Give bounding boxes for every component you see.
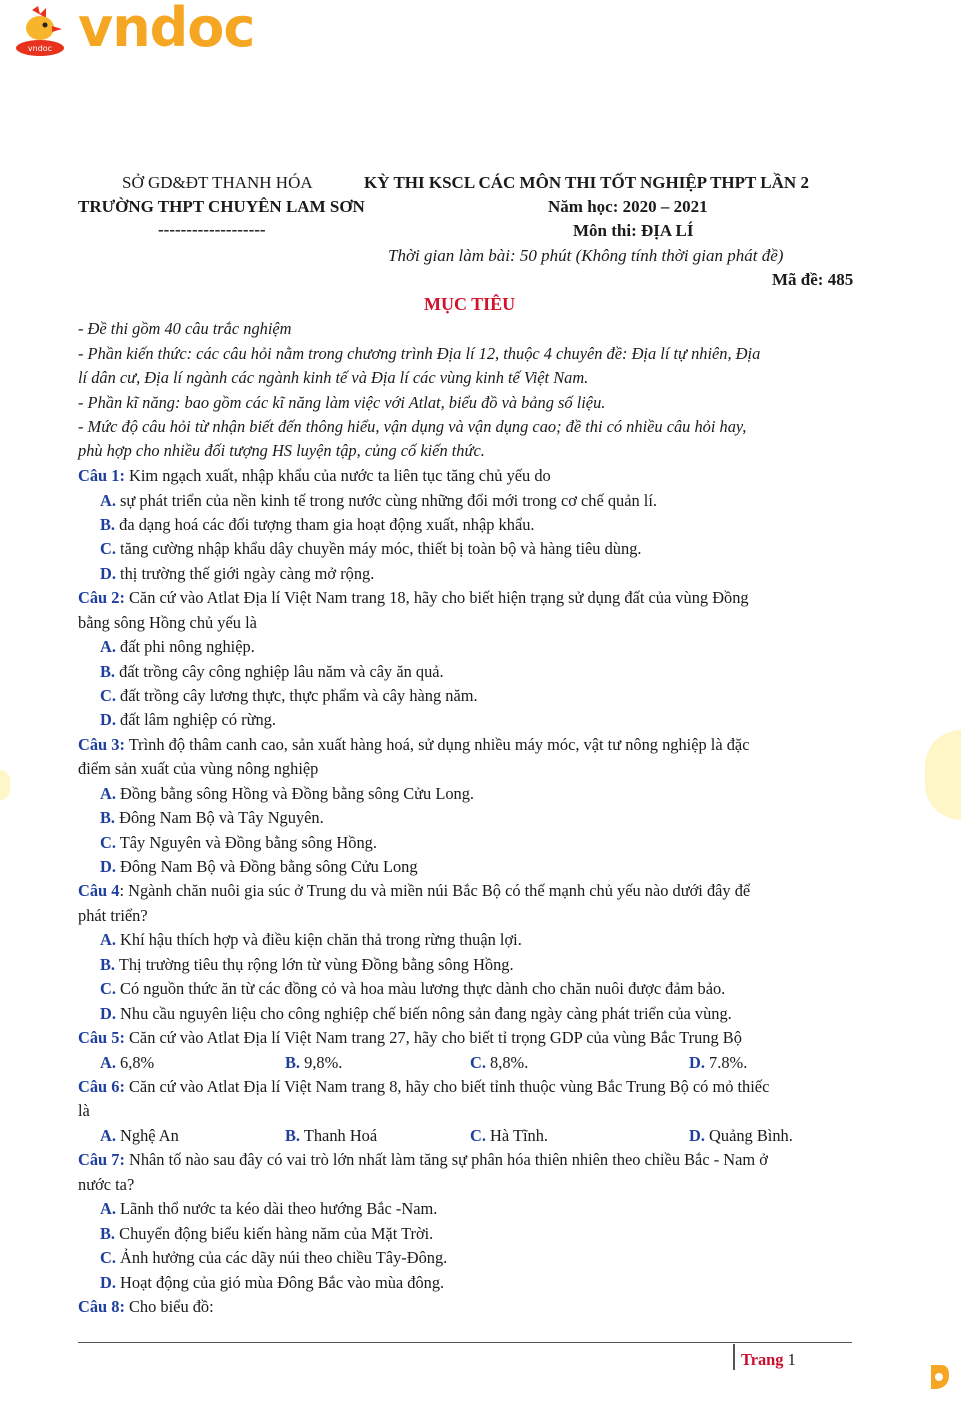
option-text: sự phát triển của nền kinh tế trong nước cùng những đổi mới trong cơ chế quản lí. (120, 491, 658, 510)
q5-option-a[interactable] (100, 1053, 154, 1073)
option-text: đất lâm nghiệp có rừng. (120, 710, 276, 729)
option-text: 8,8%. (490, 1053, 529, 1072)
objectives-title: MỤC TIÊU (424, 294, 516, 314)
option-letter: B. (100, 1224, 116, 1243)
question-6 (78, 1077, 769, 1097)
option-text: Đồng bằng sông Hồng và Đồng bằng sông Cửu Long. (120, 784, 475, 803)
question-2-continued: bằng sông Hồng chủ yếu là (78, 613, 257, 632)
q5-option-c[interactable] (470, 1053, 528, 1073)
question-text: Kim ngạch xuất, nhập khẩu của nước ta liên tục tăng chủ yếu do (124, 466, 551, 485)
question-5 (78, 1028, 742, 1048)
question-3 (78, 735, 749, 755)
q1-option-b[interactable] (100, 515, 535, 535)
option-text: Có nguồn thức ăn từ các đồng cỏ và hoa màu lương thực dành cho chăn nuôi được đảm bảo. (120, 979, 726, 998)
option-text: Hà Tĩnh. (490, 1126, 549, 1145)
objective-line: - Phần kiến thức: các câu hỏi nằm trong chương trình Địa lí 12, thuộc 4 chuyên đề: Địa lí tự nhiên, Địa (78, 344, 761, 363)
option-text: Hoạt động của gió mùa Đông Bắc vào mùa đông. (120, 1273, 445, 1292)
option-letter: D. (100, 564, 116, 583)
question-label: Câu 4 (78, 881, 120, 900)
q6-option-d[interactable] (689, 1126, 793, 1146)
option-text: Lãnh thổ nước ta kéo dài theo hướng Bắc -Nam. (120, 1199, 438, 1218)
question-text: Căn cứ vào Atlat Địa lí Việt Nam trang 27, hãy cho biết tỉ trọng GDP của vùng Bắc Trung Bộ (124, 1028, 742, 1047)
question-7 (78, 1150, 768, 1170)
q4-option-b[interactable] (100, 955, 514, 975)
q5-option-d[interactable] (689, 1053, 747, 1073)
option-letter: A. (100, 930, 116, 949)
option-text: đất trồng cây công nghiệp lâu năm và cây ăn quả. (119, 662, 444, 681)
q4-option-d[interactable] (100, 1004, 732, 1024)
option-letter: D. (689, 1126, 705, 1145)
option-text: thị trường thế giới ngày càng mở rộng. (120, 564, 375, 583)
question-text: : Ngành chăn nuôi gia súc ở Trung du và miền núi Bắc Bộ có thế mạnh chủ yếu nào dưới đây để (119, 881, 751, 900)
question-text: Căn cứ vào Atlat Địa lí Việt Nam trang 8, hãy cho biết tỉnh thuộc vùng Bắc Trung Bộ có mỏ thiếc (124, 1077, 770, 1096)
logo-text: vndoc (78, 0, 255, 59)
q3-option-a[interactable] (100, 784, 474, 804)
option-text: Khí hậu thích hợp và điều kiện chăn thả trong rừng thuận lợi. (120, 930, 522, 949)
q1-option-c[interactable] (100, 539, 641, 559)
option-letter: C. (470, 1053, 486, 1072)
option-text: 6,8% (120, 1053, 155, 1072)
option-text: đất trồng cây lương thực, thực phẩm và cây hàng năm. (120, 686, 478, 705)
q1-option-a[interactable] (100, 491, 657, 511)
option-letter: D. (100, 1273, 116, 1292)
subject-title: Môn thi: ĐỊA LÍ (573, 221, 694, 240)
question-1 (78, 466, 551, 486)
objective-line: - Đề thi gồm 40 câu trắc nghiệm (78, 319, 292, 338)
objective-line: phù hợp cho nhiều đối tượng HS luyện tập, củng cố kiến thức. (78, 441, 485, 460)
q1-option-d[interactable] (100, 564, 374, 584)
question-label: Câu 7: (78, 1150, 125, 1169)
option-letter: B. (100, 662, 116, 681)
q6-option-c[interactable] (470, 1126, 548, 1146)
vndoc-corner-icon[interactable] (927, 1363, 951, 1391)
question-2 (78, 588, 749, 608)
option-text: Tây Nguyên và Đồng bằng sông Hồng. (119, 833, 377, 852)
q2-option-b[interactable] (100, 662, 444, 682)
objective-line: - Phần kĩ năng: bao gồm các kĩ năng làm việc với Atlat, biểu đồ và bảng số liệu. (78, 393, 606, 412)
q6-option-b[interactable] (285, 1126, 377, 1146)
option-text: Chuyển động biểu kiến hàng năm của Mặt Trời. (119, 1224, 434, 1243)
q7-option-d[interactable] (100, 1273, 444, 1293)
option-text: tăng cường nhập khẩu dây chuyền máy móc, thiết bị toàn bộ và hàng tiêu dùng. (120, 539, 642, 558)
option-letter: C. (100, 1248, 116, 1267)
question-7-continued: nước ta? (78, 1175, 135, 1194)
option-letter: D. (100, 710, 116, 729)
objective-line: lí dân cư, Địa lí ngành các ngành kinh tế và Địa lí các vùng kinh tế Việt Nam. (78, 368, 589, 387)
q5-option-b[interactable] (285, 1053, 342, 1073)
question-label: Câu 2: (78, 588, 125, 607)
option-letter: A. (100, 1126, 116, 1145)
option-text: Thanh Hoá (303, 1126, 378, 1145)
exam-code: Mã đề: 485 (772, 270, 854, 289)
q2-option-c[interactable] (100, 686, 478, 706)
option-text: Đông Nam Bộ và Tây Nguyên. (119, 808, 324, 827)
exam-duration: Thời gian làm bài: 50 phút (Không tính thời gian phát đề) (388, 246, 784, 265)
option-letter: C. (100, 833, 116, 852)
q3-option-c[interactable] (100, 833, 377, 853)
option-letter: A. (100, 1053, 116, 1072)
question-text: Nhân tố nào sau đây có vai trò lớn nhất làm tăng sự phân hóa thiên nhiên theo chiều Bắc - Nam ở (124, 1150, 768, 1169)
option-letter: A. (100, 784, 116, 803)
question-6-continued: là (78, 1101, 90, 1120)
option-letter: B. (100, 808, 116, 827)
footer-separator (733, 1344, 735, 1370)
option-text: Nghệ An (120, 1126, 179, 1145)
option-letter: C. (100, 979, 116, 998)
q3-option-b[interactable] (100, 808, 324, 828)
option-letter: B. (100, 955, 116, 974)
logo-badge-text: vndoc (27, 44, 53, 53)
q7-option-a[interactable] (100, 1199, 437, 1219)
objective-line: - Mức độ câu hỏi từ nhận biết đến thông hiểu, vận dụng và vận dụng cao; đề thi có nhiều câu hỏi hay, (78, 417, 747, 436)
option-text: Đông Nam Bộ và Đồng bằng sông Cửu Long (120, 857, 418, 876)
option-text: đa dạng hoá các đối tượng tham gia hoạt động xuất, nhập khẩu. (119, 515, 535, 534)
question-text: Trình độ thâm canh cao, sản xuất hàng hoá, sử dụng nhiều máy móc, vật tư nông nghiệp là đặc (124, 735, 750, 754)
q4-option-c[interactable] (100, 979, 725, 999)
school-name: TRƯỜNG THPT CHUYÊN LAM SƠN (78, 197, 365, 216)
q7-option-c[interactable] (100, 1248, 447, 1268)
option-letter: A. (100, 1199, 116, 1218)
question-label: Câu 6: (78, 1077, 125, 1096)
option-letter: D. (689, 1053, 705, 1072)
q4-option-a[interactable] (100, 930, 522, 950)
question-text: Cho biểu đồ: (124, 1297, 214, 1316)
question-label: Câu 8: (78, 1297, 125, 1316)
question-text: Căn cứ vào Atlat Địa lí Việt Nam trang 18, hãy cho biết hiện trạng sử dụng đất của vùng Đồng (124, 588, 749, 607)
option-text: Quảng Bình. (709, 1126, 793, 1145)
option-letter: D. (100, 1004, 116, 1023)
question-label: Câu 3: (78, 735, 125, 754)
page-indicator (741, 1350, 796, 1370)
q2-option-d[interactable] (100, 710, 276, 730)
option-letter: A. (100, 637, 116, 656)
option-letter: A. (100, 491, 116, 510)
option-text: Nhu cầu nguyên liệu cho công nghiệp chế biến nông sản đang ngày càng phát triển của vùng. (120, 1004, 732, 1023)
q2-option-a[interactable] (100, 637, 255, 657)
header-divider: ------------------- (158, 220, 266, 239)
decorative-shape (0, 770, 10, 800)
question-label: Câu 1: (78, 466, 125, 485)
option-text: 7.8%. (709, 1053, 748, 1072)
q3-option-d[interactable] (100, 857, 418, 877)
question-8 (78, 1297, 214, 1317)
question-4-continued: phát triển? (78, 906, 148, 925)
option-letter: C. (100, 539, 116, 558)
option-text: đất phi nông nghiệp. (120, 637, 255, 656)
question-3-continued: điểm sản xuất của vùng nông nghiệp (78, 759, 319, 778)
footer-divider (78, 1342, 852, 1343)
rooster-mascot-icon (12, 4, 72, 58)
question-label: Câu 5: (78, 1028, 125, 1047)
option-letter: D. (100, 857, 116, 876)
option-letter: B. (285, 1053, 301, 1072)
page-label: Trang (741, 1350, 784, 1369)
question-4 (78, 881, 750, 901)
department-name: SỞ GD&ĐT THANH HÓA (122, 173, 313, 192)
school-year: Năm học: 2020 – 2021 (548, 197, 708, 216)
q6-option-a[interactable] (100, 1126, 179, 1146)
option-letter: B. (285, 1126, 301, 1145)
option-text: Ảnh hưởng của các dãy núi theo chiều Tây-Đông. (120, 1248, 448, 1267)
option-letter: B. (100, 515, 116, 534)
option-text: Thị trường tiêu thụ rộng lớn từ vùng Đồng bằng sông Hồng. (118, 955, 514, 974)
option-letter: C. (100, 686, 116, 705)
q7-option-b[interactable] (100, 1224, 433, 1244)
exam-title: KỲ THI KSCL CÁC MÔN THI TỐT NGHIỆP THPT LẦN 2 (364, 173, 809, 192)
vndoc-logo[interactable] (12, 0, 255, 59)
option-text: 9,8%. (304, 1053, 343, 1072)
decorative-shape (925, 730, 961, 820)
page-number: 1 (787, 1350, 796, 1369)
option-letter: C. (470, 1126, 486, 1145)
